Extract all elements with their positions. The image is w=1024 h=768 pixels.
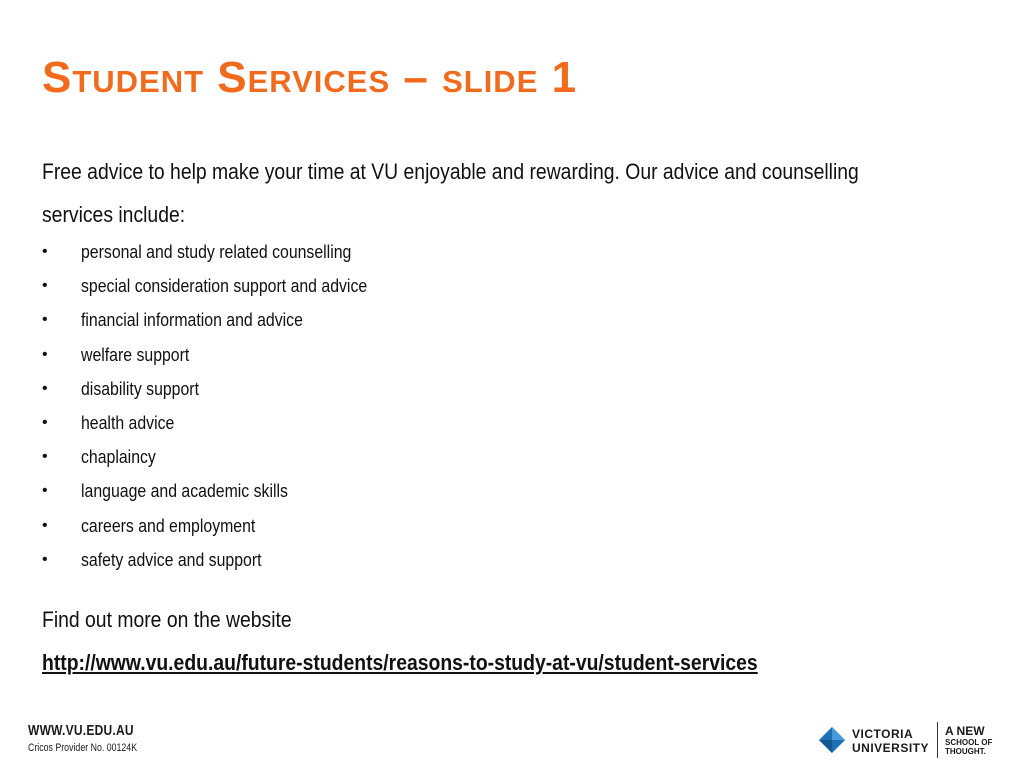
bullet-icon: • [42, 448, 48, 466]
student-services-link[interactable]: http://www.vu.edu.au/future-students/reasons-to-study-at-vu/student-services [42, 650, 758, 675]
intro-paragraph: Free advice to help make your time at VU enjoyable and rewarding. Our advice and counselling services include: [42, 159, 859, 227]
footer-website: WWW.VU.EDU.AU [28, 722, 134, 739]
logo-tagline-line1: A NEW [945, 724, 985, 738]
logo-tagline-line2: SCHOOL OF [945, 738, 993, 747]
bullet-icon: • [42, 482, 48, 500]
bullet-icon: • [42, 550, 48, 568]
bullet-icon: • [42, 277, 48, 295]
logo-divider [937, 722, 938, 758]
list-item-label: personal and study related counselling [81, 242, 352, 262]
bullet-icon: • [42, 243, 48, 260]
list-item-label: language and academic skills [81, 481, 288, 502]
bullet-icon: • [42, 413, 48, 431]
victoria-university-logo [818, 722, 998, 760]
list-item-label: welfare support [81, 344, 190, 365]
footer-cricos: Cricos Provider No. 00124K [28, 742, 138, 754]
bullet-icon: • [42, 345, 48, 363]
list-item-label: financial information and advice [81, 310, 303, 331]
logo-name-line2: UNIVERSITY [852, 741, 930, 755]
logo-tagline-line3: THOUGHT. [945, 747, 986, 756]
list-item-label: careers and employment [81, 515, 256, 536]
list-item-label: disability support [81, 378, 199, 399]
list-item-label: special consideration support and advice [81, 276, 368, 297]
list-item-label: safety advice and support [81, 549, 262, 570]
list-item-label: chaplaincy [81, 447, 156, 468]
logo-name-line1: VICTORIA [852, 727, 914, 741]
list-item-label: health advice [81, 412, 175, 433]
find-more-text: Find out more on the website [42, 607, 292, 632]
slide-title: Student Services – slide 1 [42, 53, 578, 102]
bullet-icon: • [42, 379, 48, 397]
bullet-icon: • [42, 516, 48, 534]
bullet-icon: • [42, 311, 48, 329]
vu-diamond-icon [818, 726, 846, 754]
